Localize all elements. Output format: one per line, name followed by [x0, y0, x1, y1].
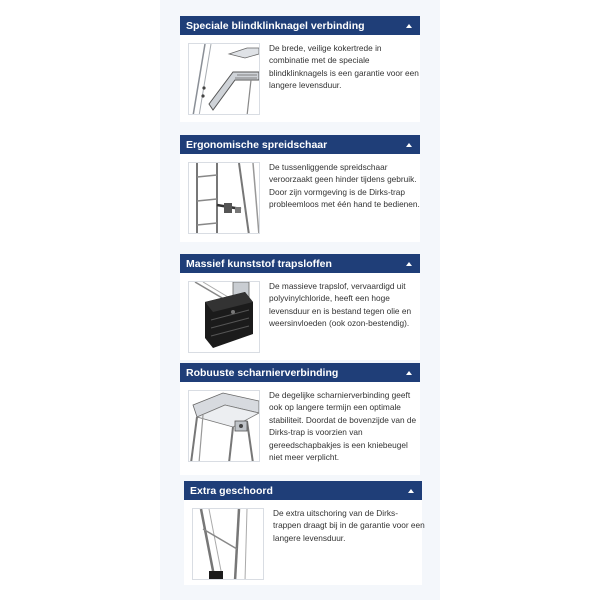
feature-panel-brace: [184, 481, 425, 585]
feature-header-brace[interactable]: [184, 481, 422, 500]
feature-description: De tussenliggende spreidschaar veroorzaakt geen hinder tijdens gebruik. Door zijn vormgeving is de Dirks-trap probleemloos met één hand te bedienen.: [269, 162, 420, 210]
feature-header-spreader[interactable]: [180, 135, 420, 154]
feature-description: De extra uitschoring van de Dirks-trappen draagt bij in de garantie voor een langere levensduur.: [273, 508, 425, 543]
collapse-up-icon[interactable]: [406, 371, 412, 375]
feature-title: Massief kunststof trapsloffen: [186, 257, 332, 270]
feature-panel-spreader: [180, 135, 420, 242]
feature-header-foot[interactable]: [180, 254, 420, 273]
feature-description: De degelijke scharnierverbinding geeft ook op langere termijn een optimale stabiliteit. Doordat de bovenzijde van de Dirks-trap is voorzien van gereedschapbakjes is een kniebeugel niet meer verplicht.: [269, 390, 417, 463]
collapse-up-icon[interactable]: [406, 24, 412, 28]
product-features-column: [160, 0, 440, 600]
feature-title: Ergonomische spreidschaar: [186, 138, 328, 151]
collapse-up-icon[interactable]: [406, 262, 412, 266]
collapse-up-icon[interactable]: [406, 143, 412, 147]
foot-cap-icon: [188, 281, 260, 353]
feature-panel-foot: [180, 254, 420, 360]
feature-panel-hinge: [180, 363, 420, 475]
feature-description: De brede, veilige kokertrede in combinatie met de speciale blindklinknagels is een garantie voor een langere levensduur.: [269, 43, 419, 91]
rivet-step-icon: [188, 43, 260, 115]
feature-panel-rivet: [180, 16, 420, 122]
feature-description: De massieve trapslof, vervaardigd uit polyvinylchloride, heeft een hoge levensduur en is bestand tegen olie en weersinvloeden (ook ozon-bestendig).: [269, 281, 412, 329]
feature-header-hinge[interactable]: [180, 363, 420, 382]
brace-icon: [192, 508, 264, 580]
spreader-icon: [188, 162, 260, 234]
feature-title: Speciale blindklinknagel verbinding: [186, 19, 365, 32]
feature-header-rivet[interactable]: [180, 16, 420, 35]
feature-title: Robuuste scharnierverbinding: [186, 366, 339, 379]
collapse-up-icon[interactable]: [408, 489, 414, 493]
feature-title: Extra geschoord: [190, 484, 273, 497]
hinge-icon: [188, 390, 260, 462]
